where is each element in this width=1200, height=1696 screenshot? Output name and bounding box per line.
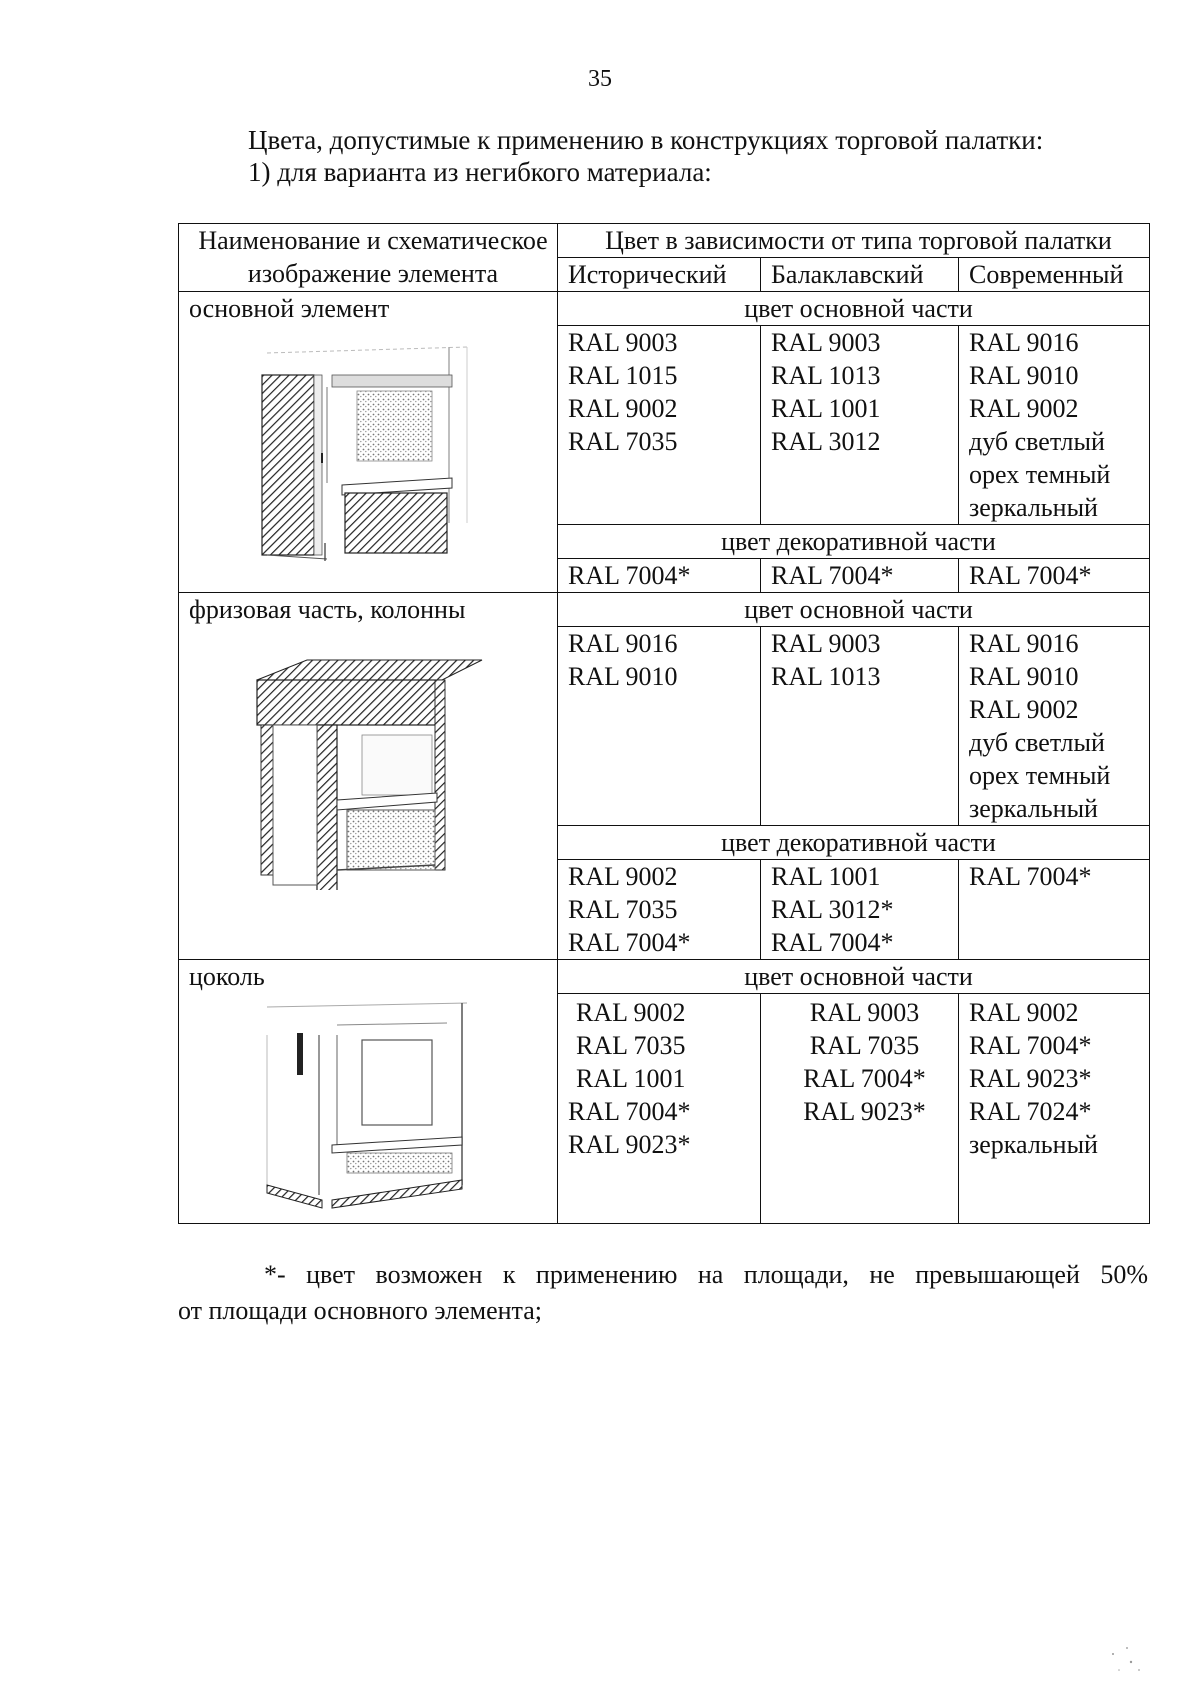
section-label-main: цвет основной части (558, 292, 1150, 326)
section-label-main: цвет основной части (558, 593, 1150, 627)
color-value: RAL 7004* (969, 561, 1092, 590)
color-value: орех темный (969, 761, 1111, 790)
element-cell-frieze (179, 593, 558, 960)
cell-values (959, 627, 1150, 826)
intro-line-1: Цвета, допустимые к применению в конструкциях торговой палатки: (248, 125, 1044, 155)
color-value: RAL 7004* (771, 561, 894, 590)
page-number: 35 (588, 66, 612, 92)
color-value: дуб светлый (969, 427, 1105, 456)
table-header-row (179, 224, 1150, 258)
color-value: RAL 9002 (568, 862, 678, 891)
color-value: RAL 7004* (803, 1064, 926, 1093)
color-value: RAL 7004* (969, 1031, 1092, 1060)
cell-values (959, 860, 1150, 960)
color-value: RAL 9023* (803, 1097, 926, 1126)
header-type-modern: Современный (959, 258, 1150, 292)
element-cell-main (179, 292, 558, 593)
main-element-sketch-icon (237, 333, 487, 563)
color-value: RAL 9010 (969, 662, 1079, 691)
color-value: орех темный (969, 460, 1111, 489)
color-value: RAL 9016 (568, 629, 678, 658)
colors-table (178, 223, 1150, 1224)
section-label-decor: цвет декоративной части (558, 525, 1150, 559)
color-value: RAL 7035 (568, 427, 678, 456)
color-value: зеркальный (969, 794, 1098, 823)
color-value: зеркальный (969, 1130, 1098, 1159)
color-value: зеркальный (969, 493, 1098, 522)
header-type-historical: Исторический (558, 258, 761, 292)
cell-values (558, 860, 761, 960)
cell-values (761, 326, 959, 525)
element-cell-plinth (179, 960, 558, 1224)
color-value: RAL 9003 (809, 998, 920, 1027)
cell-values (558, 627, 761, 826)
footnote (178, 1257, 1148, 1329)
cell-values (761, 860, 959, 960)
table-row (179, 960, 1150, 994)
color-value: RAL 9010 (568, 662, 678, 691)
color-value: RAL 9016 (969, 328, 1079, 357)
cell-values (558, 326, 761, 525)
color-value: RAL 7004* (568, 1097, 691, 1126)
section-label-decor: цвет декоративной части (558, 826, 1150, 860)
frieze-sketch-icon (237, 650, 487, 890)
color-value: RAL 1001 (771, 862, 881, 891)
color-value: RAL 9003 (568, 328, 678, 357)
footnote-line-1: *- цвет возможен к применению на площади, не превышающей 50% (264, 1260, 1148, 1289)
color-value: RAL 9016 (969, 629, 1079, 658)
color-value: RAL 9003 (771, 629, 881, 658)
cell-values (761, 994, 959, 1224)
color-value: RAL 1013 (771, 361, 881, 390)
section-label-main: цвет основной части (558, 960, 1150, 994)
header-color-group: Цвет в зависимости от типа торговой палатки (558, 224, 1150, 258)
color-value: RAL 7035 (576, 1031, 686, 1060)
color-value: RAL 9002 (576, 998, 686, 1027)
color-value: RAL 7004* (568, 561, 691, 590)
color-value: RAL 7004* (771, 928, 894, 957)
cell-values (558, 994, 761, 1224)
plinth-sketch-icon (237, 995, 487, 1210)
cell-values (959, 559, 1150, 593)
color-value: RAL 9002 (969, 998, 1079, 1027)
element-label: фризовая часть, колонны (189, 595, 466, 624)
color-value: RAL 9002 (568, 394, 678, 423)
color-value: RAL 7004* (568, 928, 691, 957)
color-value: RAL 1015 (568, 361, 678, 390)
color-value: RAL 9023* (568, 1130, 691, 1159)
color-value: дуб светлый (969, 728, 1105, 757)
cell-values (761, 559, 959, 593)
color-value: RAL 7035 (809, 1031, 920, 1060)
cell-values (761, 627, 959, 826)
color-value: RAL 9023* (969, 1064, 1092, 1093)
scan-speckle-icon (1105, 1640, 1145, 1680)
cell-values (959, 326, 1150, 525)
color-value: RAL 9003 (771, 328, 881, 357)
color-value: RAL 9002 (969, 695, 1079, 724)
color-value: RAL 3012 (771, 427, 881, 456)
element-label: основной элемент (189, 294, 390, 323)
color-value: RAL 9010 (969, 361, 1079, 390)
intro-line-2: 1) для варианта из негибкого материала: (248, 157, 712, 187)
header-element: Наименование и схематическое изображение элемента (179, 224, 558, 292)
color-value: RAL 7035 (568, 895, 678, 924)
color-value: RAL 7004* (969, 862, 1092, 891)
table-row (179, 292, 1150, 326)
color-value: RAL 1013 (771, 662, 881, 691)
color-value: RAL 7024* (969, 1097, 1092, 1126)
color-value: RAL 1001 (576, 1064, 686, 1093)
table-row (179, 593, 1150, 627)
color-value: RAL 3012* (771, 895, 894, 924)
footnote-line-2: от площади основного элемента; (178, 1296, 542, 1325)
cell-values (558, 559, 761, 593)
element-label: цоколь (189, 962, 265, 991)
cell-values (959, 994, 1150, 1224)
color-value: RAL 9002 (969, 394, 1079, 423)
header-type-balaklava: Балаклавский (761, 258, 959, 292)
color-value: RAL 1001 (771, 394, 881, 423)
intro-text (248, 124, 1043, 188)
